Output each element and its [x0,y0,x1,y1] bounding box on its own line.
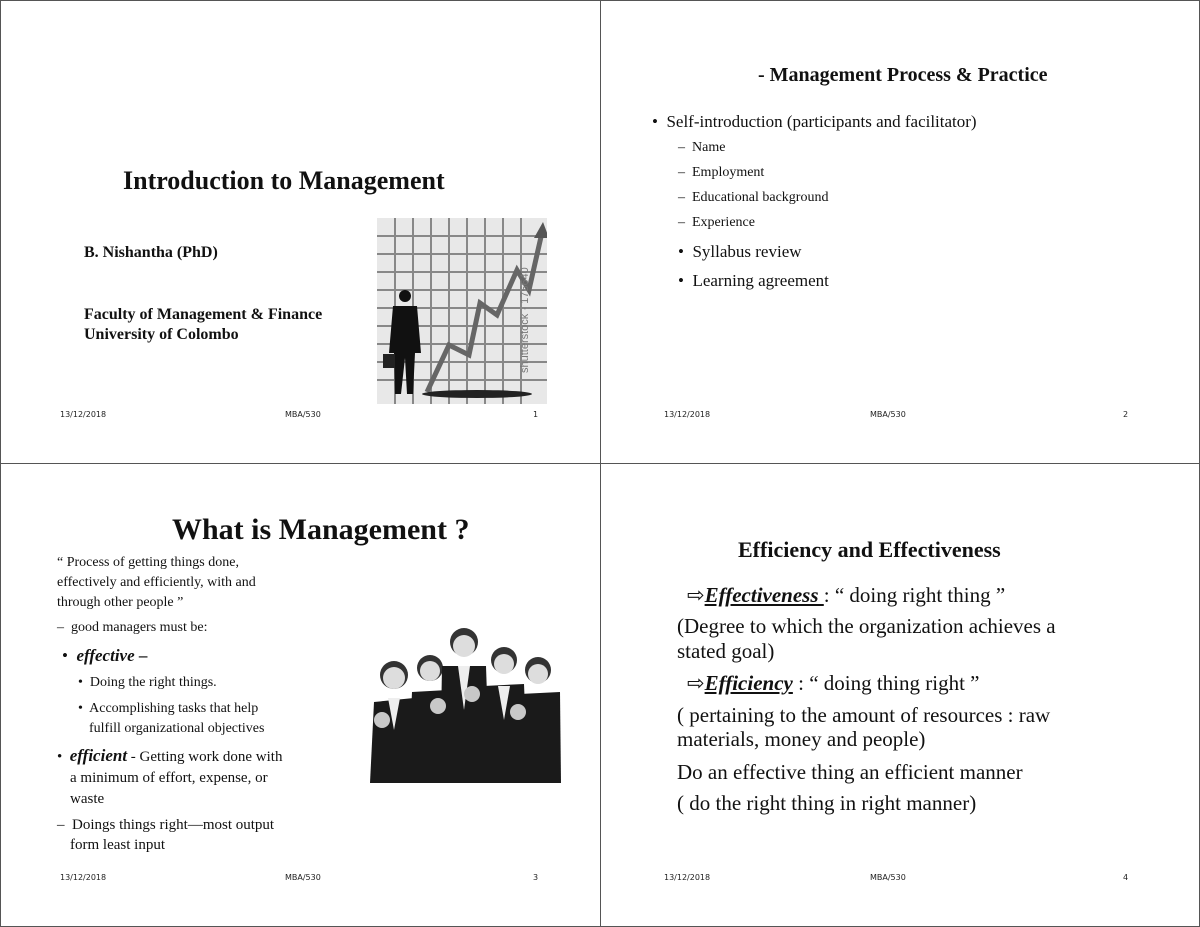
bullet-item: • Learning agreement [678,271,829,290]
slide-4 [600,463,1200,926]
bullet-item: • Syllabus review [678,242,802,261]
definition: : “ doing right thing ” [823,583,1006,607]
term-efficiency: Efficiency [704,671,793,695]
slide-title: Efficiency and Effectiveness [738,537,1001,562]
quote-line: “ Process of getting things done, [57,555,239,570]
desc-line: materials, money and people) [677,727,926,751]
sub-item: – Name [678,140,726,155]
efficiency-desc [677,703,1050,751]
team-photo [368,620,561,783]
dash-item: – good managers must be: [57,620,208,635]
footer-code: MBA/530 [285,410,321,419]
sub-text: Educational background [692,190,829,205]
slide-3 [0,463,600,926]
bullet-item: • efficient - Getting work done with a minimum of effort, expense, or waste [57,745,282,810]
bullet-text: waste [70,791,105,807]
footer-code: MBA/530 [870,873,906,882]
bullet-item: • effective – [62,646,148,665]
sub-item: • Accomplishing tasks that help fulfill organizational objectives [78,699,264,739]
summary-line: ( do the right thing in right manner) [677,791,977,815]
bullet-text: a minimum of effort, expense, or [70,770,268,786]
arrow-icon: ⇨ [687,671,705,695]
sub-text: fulfill organizational objectives [89,721,265,736]
footer-code: MBA/530 [870,410,906,419]
university: University of Colombo [84,326,239,343]
sub-text: Employment [692,165,765,180]
arrow-icon: ⇨ [687,583,705,607]
footer-code: MBA/530 [285,873,321,882]
dash-item: – Doings things right—most output form least input [57,817,275,853]
desc-line: ( pertaining to the amount of resources : raw [677,703,1051,727]
quote-line: through other people ” [57,595,184,610]
page-number: 2 [1123,410,1129,419]
footer-date: 13/12/2018 [60,873,107,882]
slide-2 [600,0,1200,463]
quote-line: effectively and efficiently, with and [57,575,256,590]
slide-title: - Management Process & Practice [758,64,1048,86]
slide-1 [0,0,600,463]
author: B. Nishantha (PhD) [84,244,218,261]
bullet-text: Self-introduction (participants and facilitator) [666,112,977,131]
page-number: 4 [1123,873,1129,882]
bullet-item: • Self-introduction (participants and facilitator) [652,112,977,131]
footer-date: 13/12/2018 [664,873,711,882]
dash-text: good managers must be: [71,620,208,635]
dash: – [134,646,148,665]
sub-item: – Employment [678,165,765,180]
sub-text: Experience [692,215,755,230]
sub-item: – Educational background [678,190,829,205]
bullet-text: - Getting work done with [127,749,283,765]
watermark: shutterstock · 175640 [519,267,531,373]
dash-text: form least input [70,837,165,853]
term-efficient: efficient [69,746,128,765]
growth-chart-image [377,218,547,404]
sub-text: Doing the right things. [89,675,217,690]
definition-quote [57,553,256,613]
efficiency-line [687,671,980,696]
summary-line: Do an effective thing an efficient manner [677,760,1023,784]
effectiveness-line [687,583,1005,608]
dash-text: Doings things right—most output [72,817,275,833]
effectiveness-desc [677,614,1056,664]
desc-line: (Degree to which the organization achieves a [677,614,1056,638]
slide-title: What is Management ? [172,513,470,546]
page-number: 3 [533,873,539,882]
page-number: 1 [533,410,539,419]
bullet-text: Syllabus review [692,242,802,261]
slide-title: Introduction to Management [123,166,445,195]
footer-date: 13/12/2018 [664,410,711,419]
term-effectiveness: Effectiveness [704,583,824,607]
sub-text: Accomplishing tasks that help [89,701,259,716]
bullet-text: Learning agreement [692,271,829,290]
footer-date: 13/12/2018 [60,410,107,419]
definition: : “ doing thing right ” [792,671,980,695]
desc-line: stated goal) [677,639,775,663]
sub-item: – Experience [678,215,755,230]
term-effective: effective [76,646,135,665]
sub-item: • Doing the right things. [78,675,217,690]
faculty: Faculty of Management & Finance [84,306,323,323]
sub-text: Name [692,140,726,155]
